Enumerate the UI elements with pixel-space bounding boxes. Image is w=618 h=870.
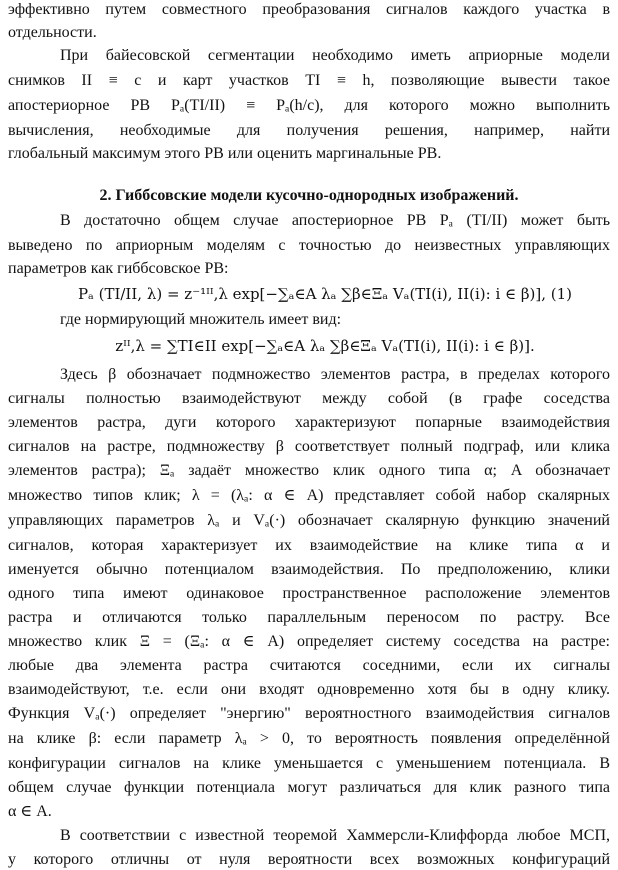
text-line: элементов растра); Ξₐ задаёт множество клик одного типа α; A обозначает [8,462,610,479]
text-line: выведено по априорным моделям с точностью до неизвестных управляющих [8,237,610,254]
text-line: множество типов клик; λ = (λₐ: α ∈ A) представляет собой набор скалярных [8,487,610,504]
text-line: Функция Vₐ(·) определяет "энергию" вероятностного взаимодействия сигналов [8,705,610,722]
equation-normalizer: zᴵᴵ,λ = ∑TI∈II exp[−∑ₐ∈A λₐ ∑β∈Ξₐ Vₐ(TI(i), II(i): i ∈ β)]. [115,337,535,355]
text-line: растра и отличаются только параллельным переносом по растру. Все [8,609,610,626]
text-line: любые два элемента растра считаются соседними, если их сигналы [8,657,610,674]
text-line: у которого отличны от нуля вероятности всех возможных конфигураций [8,851,610,868]
text-line: параметров как гиббсовское РВ: [8,260,229,277]
text-line: глобальный максимум этого РВ или оценить маргинальные РВ. [8,145,442,162]
text-line: Здесь β обозначает подмножество элементов растра, в пределах которого [60,366,610,383]
equation-1: Pₐ (TI/II, λ) = z⁻¹ᴵᴵ,λ exp[−∑ₐ∈A λₐ ∑β∈Ξₐ Vₐ(TI(i), II(i): i ∈ β)], (1) [77,285,573,303]
text-line: В достаточно общем случае апостериорное РВ Pₐ (TI/II) может быть [60,212,610,229]
text-line: При байесовской сегментации необходимо иметь априорные модели [60,47,610,64]
text-line: апостериорное РВ Pₐ(TI/II) ≡ Pₐ(h/c), для которого можно выполнить [8,97,610,114]
text-line: вычисления, необходимые для получения решения, например, найти [8,122,610,139]
text-line: отдельности. [8,24,97,41]
text-line: эффективно путем совместного преобразования сигналов каждого участка в [8,1,610,18]
text-line: взаимодействуют, т.е. если они входят одновременно хотя бы в одну клику. [8,681,610,698]
text-line: В соответствии с известной теоремой Хаммерсли-Клиффорда любое МСП, [60,827,610,844]
section-heading: 2. Гиббсовские модели кусочно-однородных изображений. [99,187,519,204]
text-line: именуется обычно потенциалом взаимодействия. По предположению, клики [8,561,610,578]
text-line: сигналов на растре, подмножеству β соответствует полный подграф, или клика [8,438,610,455]
text-line: на клике β: если параметр λₐ > 0, то вероятность появления определённой [8,730,610,747]
text-line: где нормирующий множитель имеет вид: [60,311,342,328]
text-line: управляющих параметров λₐ и Vₐ(·) обозначает скалярную функцию значений [8,512,610,529]
text-line: сигналы полностью взаимодействуют между собой (в графе соседства [8,390,610,407]
text-line: сигналов, которая характеризует их взаимодействие на клике типа α и [8,537,610,554]
text-line: одного типа имеют одинаковое пространственное расположение элементов [8,585,610,602]
text-line: конфигурации сигналов на клике уменьшается с уменьшением потенциала. В [8,755,610,772]
text-line: общем случае функции потенциала могут различаться для клик разного типа [8,779,610,796]
text-line: элементов растра, дуги которого характеризуют попарные взаимодействия [8,414,610,431]
text-line: снимков II ≡ c и карт участков TI ≡ h, позволяющие вывести такое [8,72,610,89]
text-line: α ∈ A. [8,803,52,820]
text-line: множество клик Ξ = (Ξₐ: α ∈ A) определяет систему соседства на растре: [8,633,610,650]
